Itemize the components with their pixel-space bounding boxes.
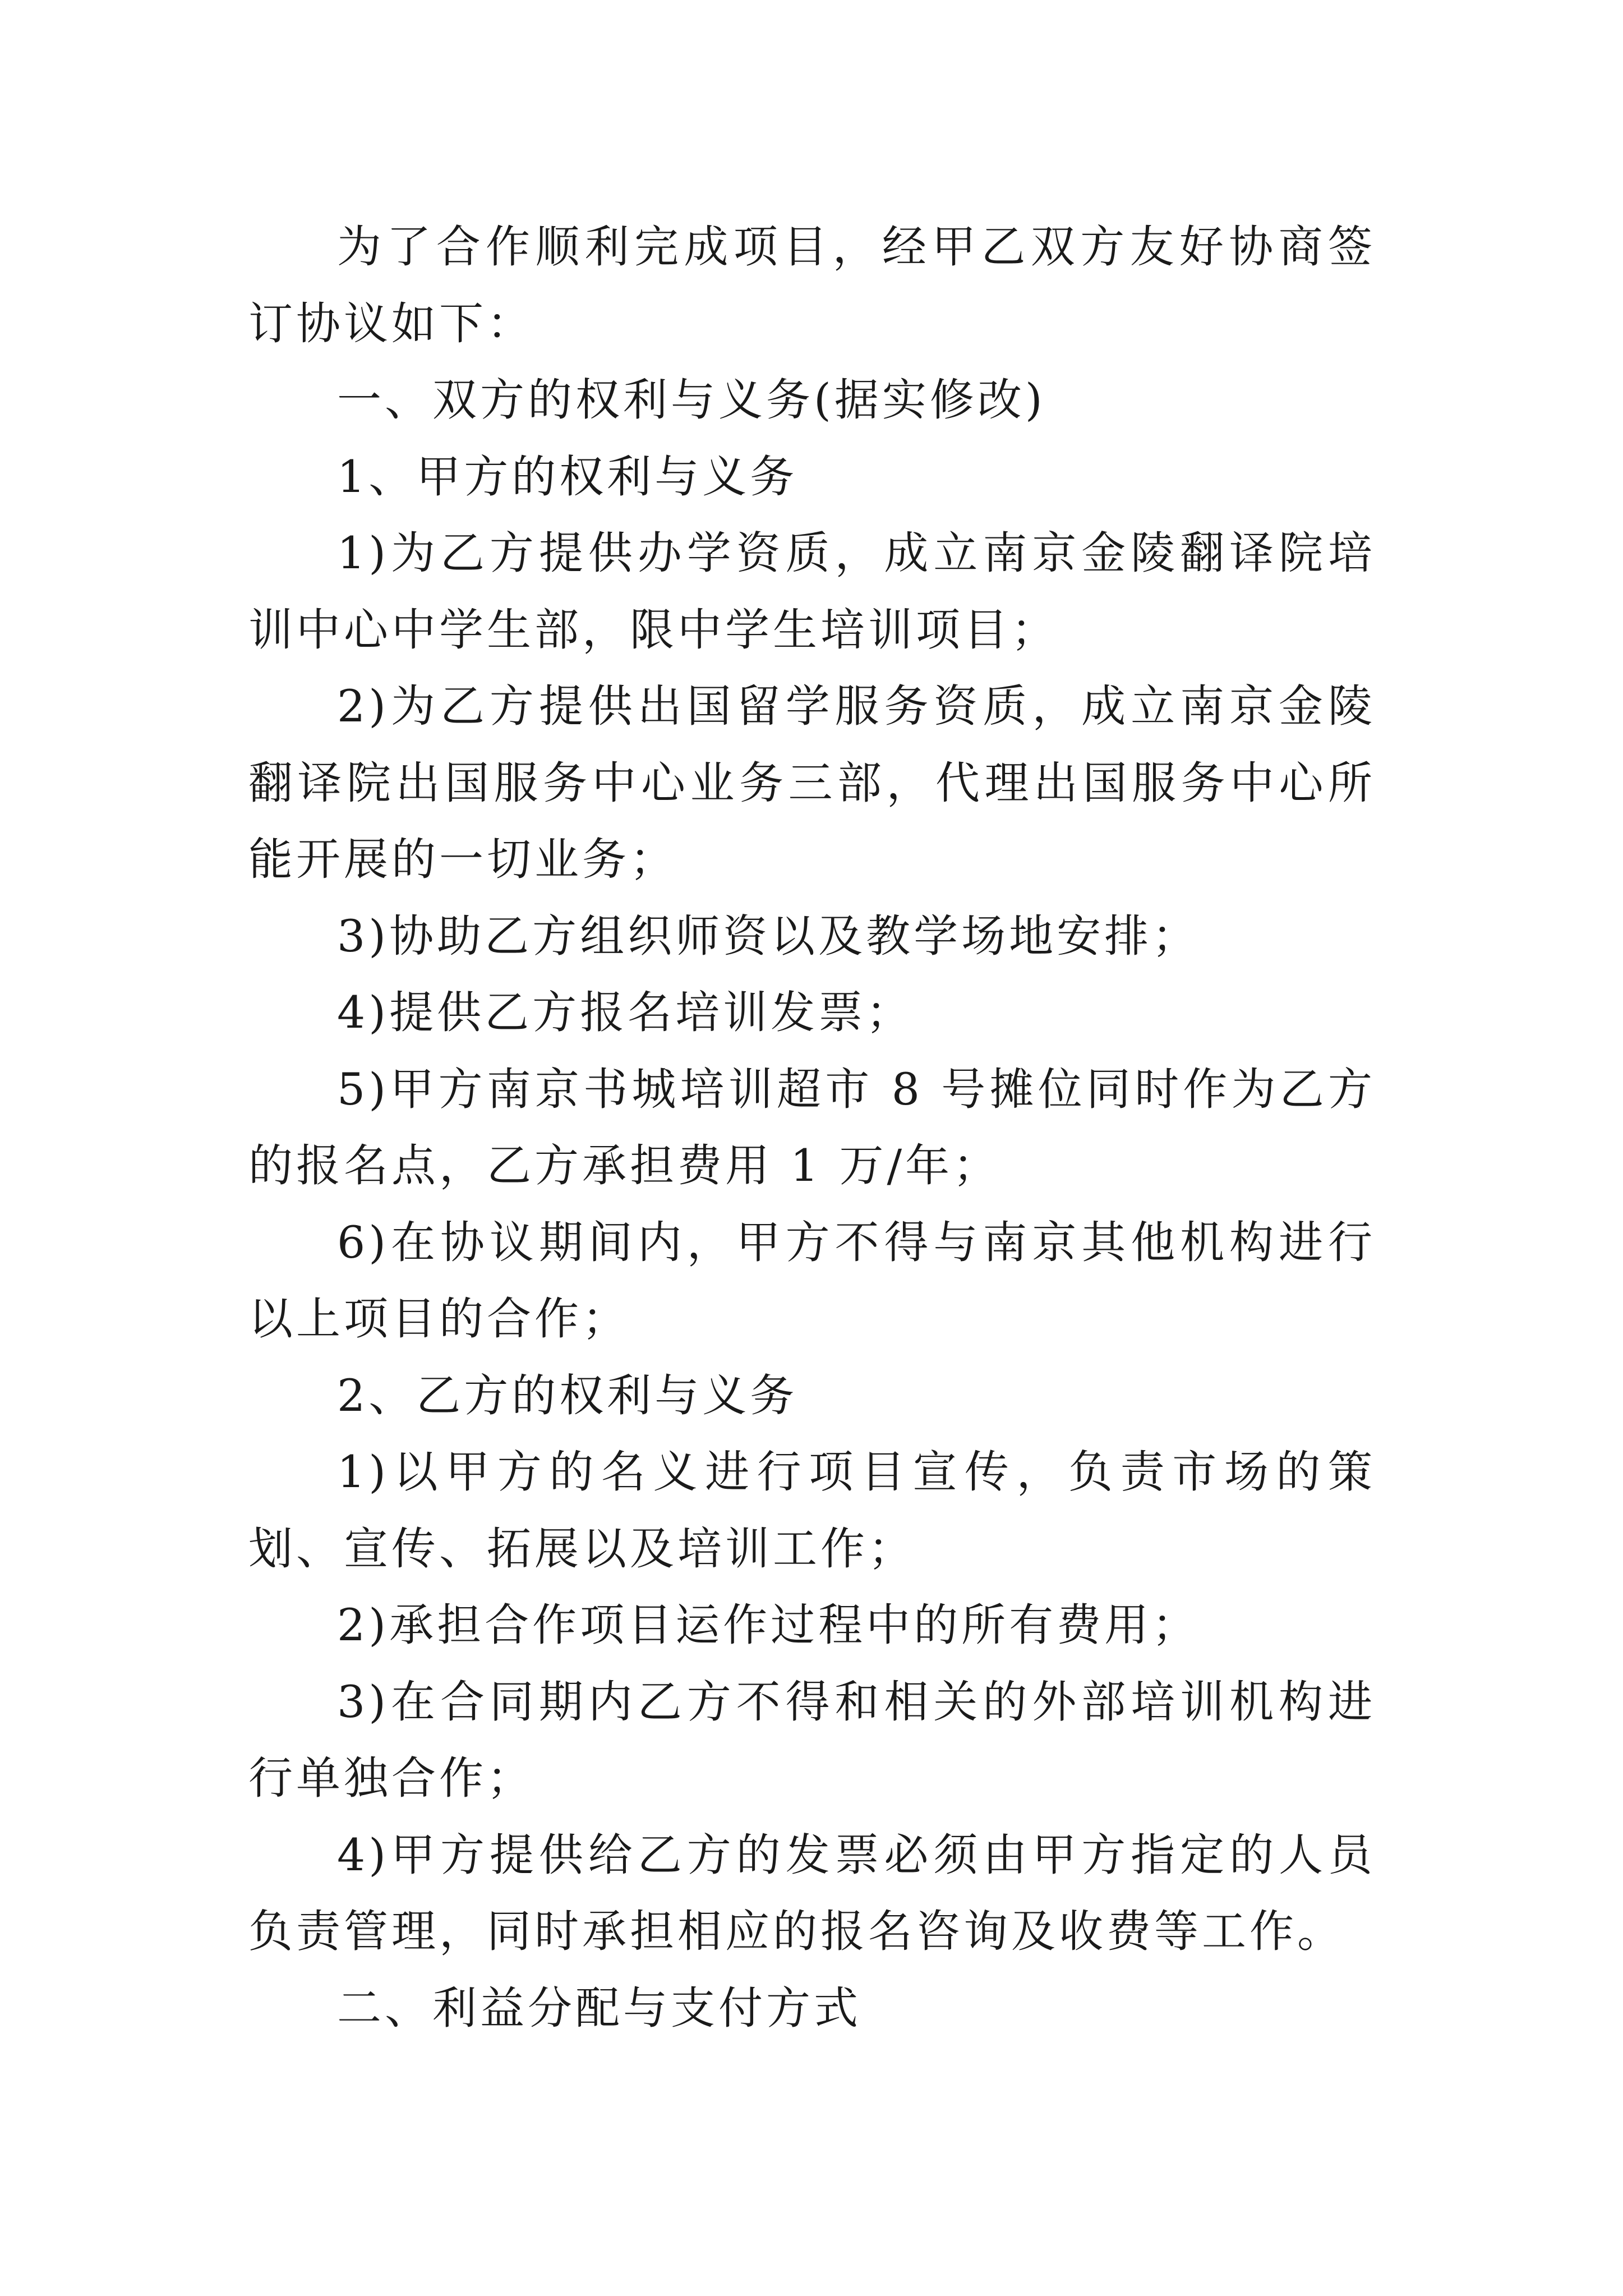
subheading-party-a: 1、甲方的权利与义务	[337, 450, 798, 503]
document-body	[248, 209, 1376, 2046]
party-a-item-6: 6)在协议期间内，甲方不得与南京其他机构进行以上项目的合作；	[248, 1216, 1376, 1345]
party-a-item-1: 1)为乙方提供办学资质，成立南京金陵翻译院培训中心中学生部，限中学生培训项目；	[248, 527, 1376, 656]
section-heading-profit: 二、利益分配与支付方式	[337, 1982, 861, 2034]
party-b-item-3: 3)在合同期内乙方不得和相关的外部培训机构进行单独合作；	[248, 1676, 1376, 1804]
subheading-party-b: 2、乙方的权利与义务	[337, 1369, 798, 1421]
party-a-item-2: 2)为乙方提供出国留学服务资质，成立南京金陵翻译院出国服务中心业务三部，代理出国服务中心所能开展的一切业务；	[248, 680, 1376, 885]
party-a-item-3: 3)协助乙方组织师资以及教学场地安排；	[337, 910, 1200, 962]
party-a-item-5: 5)甲方南京书城培训超市 8 号摊位同时作为乙方的报名点，乙方承担费用 1 万/年；	[248, 1063, 1376, 1191]
party-a-item-4: 4)提供乙方报名培训发票；	[337, 987, 914, 1038]
party-b-item-4: 4)甲方提供给乙方的发票必须由甲方指定的人员负责管理，同时承担相应的报名咨询及收费等工作。	[248, 1829, 1376, 1957]
paragraph-intro: 为了合作顺利完成项目，经甲乙双方友好协商签订协议如下：	[248, 221, 1376, 349]
section-heading-rights: 一、双方的权利与义务(据实修改)	[337, 374, 1046, 426]
party-b-item-1: 1)以甲方的名义进行项目宣传，负责市场的策划、宣传、拓展以及培训工作；	[248, 1446, 1376, 1575]
party-b-item-2: 2)承担合作项目运作过程中的所有费用；	[337, 1599, 1200, 1651]
